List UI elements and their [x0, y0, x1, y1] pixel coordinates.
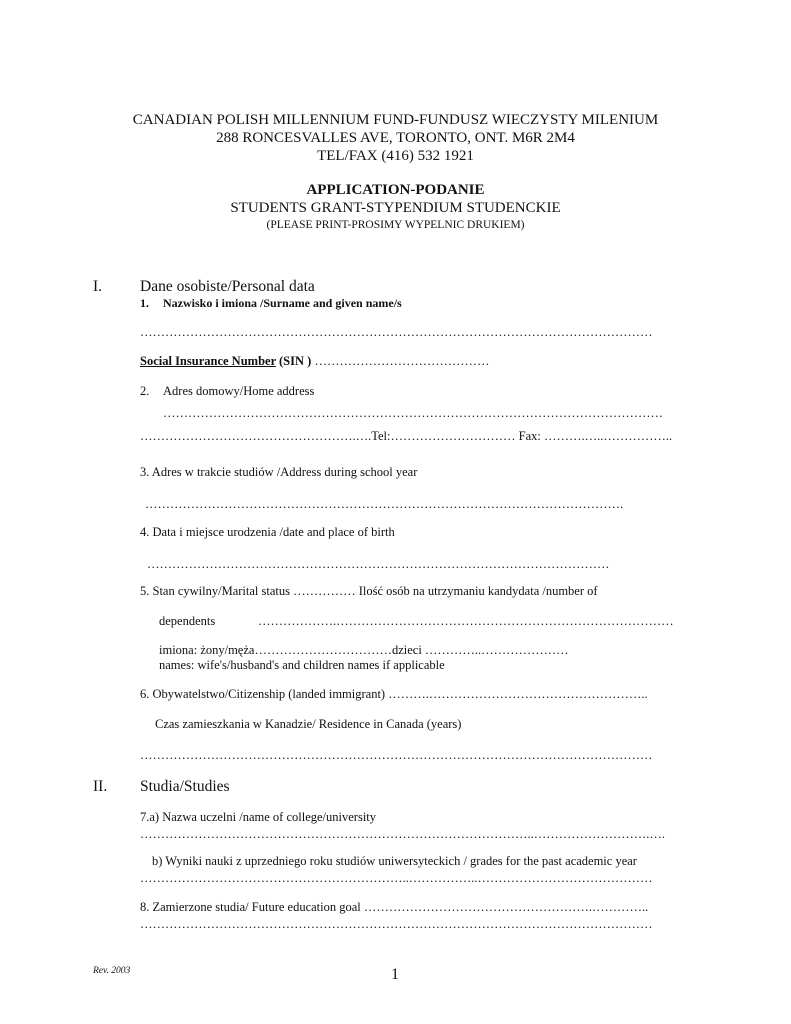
home-address-field-1[interactable]: …………………………………………………………………………………………………………	[163, 406, 663, 420]
print-note: (PLEASE PRINT-PROSIMY WYPELNIC DRUKIEM)	[266, 219, 525, 231]
dependents-field[interactable]: ……………….………………………………………………………………………	[258, 614, 674, 628]
org-name: CANADIAN POLISH MILLENNIUM FUND-FUNDUSZ WIECZYSTY MILENIUM	[132, 112, 659, 128]
section-1-number: I.	[93, 278, 103, 295]
form-title: APPLICATION-PODANIE	[306, 182, 485, 198]
grades-field[interactable]: ………………………………………………………..……………..……………………………………	[140, 871, 653, 885]
q5-label: 5. Stan cywilny/Marital status …………… Ilość osób na utrzymaniu kandydata /number of	[140, 584, 598, 598]
spouse-children-field[interactable]: imiona: żony/męża……………………………dzieci …………..…………………	[159, 643, 569, 657]
section-2-title: Studia/Studies	[140, 778, 230, 795]
q3-label: 3. Adres w trakcie studiów /Address during school year	[140, 465, 418, 479]
section-1-title: Dane osobiste/Personal data	[140, 278, 315, 295]
sin-field[interactable]: ……………………………………	[314, 354, 490, 368]
revision-note: Rev. 2003	[93, 966, 131, 976]
page-number: 1	[391, 966, 399, 983]
education-goal-field[interactable]: 8. Zamierzone studia/ Future education goal ……………………………………………….…………..	[140, 900, 649, 914]
residence-field[interactable]: ……………………………………………………………………………………………………………	[140, 748, 653, 762]
sin-row	[140, 354, 489, 369]
q5-dependents-label: dependents	[159, 614, 216, 628]
sin-abbr: (SIN )	[275, 354, 315, 368]
home-address-tel-fax-field[interactable]: …………………………………………….….Tel:………………………… Fax: ……….…..……………..	[140, 429, 673, 443]
sin-label: Social Insurance Number	[140, 354, 276, 368]
form-subtitle: STUDENTS GRANT-STYPENDIUM STUDENCKIE	[230, 200, 561, 216]
q1-label: Nazwisko i imiona /Surname and given name/s	[163, 296, 402, 310]
education-goal-line[interactable]: ……………………………………………………………………………………………………………	[140, 917, 653, 931]
org-phone: TEL/FAX (416) 532 1921	[317, 148, 474, 164]
citizenship-field[interactable]: 6. Obywatelstwo/Citizenship (landed immigrant) ……….……………………………………………..	[140, 687, 648, 701]
org-address: 288 RONCESVALLES AVE, TORONTO, ONT. M6R 2M4	[216, 130, 575, 146]
q4-label: 4. Data i miejsce urodzenia /date and place of birth	[140, 525, 395, 539]
section-2-number: II.	[93, 778, 108, 795]
university-field[interactable]: …………………………………………………………………………………..……………………….….	[140, 827, 665, 841]
q2-label: Adres domowy/Home address	[163, 384, 315, 398]
q7b-label: b) Wyniki nauki z uprzedniego roku studiów uniwersyteckich / grades for the past academic year	[152, 854, 637, 868]
q7a-label: 7.a) Nazwa uczelni /name of college/university	[140, 810, 377, 824]
q1-number: 1.	[140, 296, 149, 310]
birth-field[interactable]: …………………………………………………………………………………………………	[147, 557, 610, 571]
name-field[interactable]: ……………………………………………………………………………………………………………	[140, 325, 653, 339]
school-address-field[interactable]: …………………………………………………………………………………………………….	[145, 497, 624, 511]
q6-residence-label: Czas zamieszkania w Kanadzie/ Residence in Canada (years)	[155, 717, 462, 731]
q5-names-hint: names: wife's/husband's and children names if applicable	[159, 658, 445, 672]
q2-number: 2.	[140, 384, 150, 398]
